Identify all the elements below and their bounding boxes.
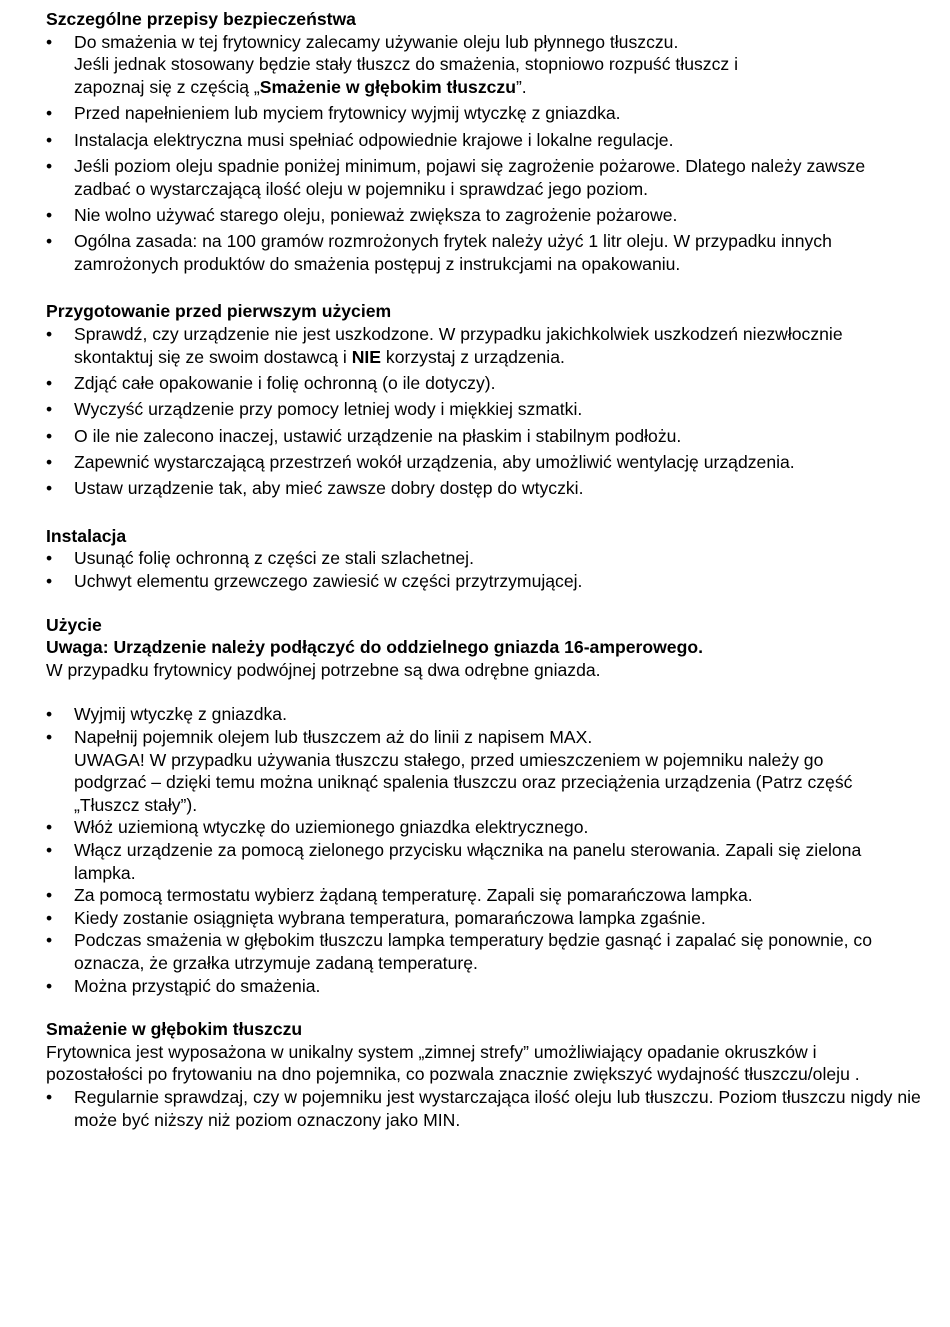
section-heading-installation: Instalacja — [46, 525, 127, 546]
item-text: Włącz urządzenie za pomocą zielonego przycisku włącznika na panelu sterowania. Zapali się zielona lampka. — [74, 839, 862, 883]
item-text: UWAGA! W przypadku używania tłuszczu stałego, przed umieszczeniem w pojemniku należy go podgrzać – dzięki temu można uniknąć spalenia tłuszczu oraz przeciążenia urządzenia (Patrz część „Tłuszcz stały”). — [74, 749, 853, 815]
item-text: Ogólna zasada: na 100 gramów rozmrożonych frytek należy użyć 1 litr oleju. W przypadku innych zamrożonych produktów do smażenia postępuj z instrukcjami na opakowaniu. — [74, 231, 832, 274]
item-text: Nie wolno używać starego oleju, ponieważ zwiększa to zagrożenie pożarowe. — [74, 204, 678, 225]
spacer — [46, 504, 926, 525]
item-text: Ustaw urządzenie tak, aby mieć zawsze dobry dostęp do wtyczki. — [74, 478, 584, 499]
list-item — [46, 547, 926, 570]
deep-frying-intro: Frytownica jest wyposażona w unikalny system „zimnej strefy” umożliwiający opadanie okruszków i pozostałości po frytowaniu na dno pojemnika, co pozwala znacznie zwiększyć wydajność tłuszczu/oleju . — [46, 1041, 860, 1085]
list-item — [46, 1086, 926, 1131]
list-item — [46, 204, 926, 227]
spacer — [46, 593, 926, 614]
usage-note: W przypadku frytownicy podwójnej potrzebne są dwa odrębne gniazda. — [46, 659, 601, 680]
bullet-icon: • — [46, 548, 53, 569]
list-item — [46, 884, 926, 907]
item-text: Zdjąć całe opakowanie i folię ochronną (o ile dotyczy). — [74, 372, 496, 393]
list-item — [46, 425, 926, 448]
bullet-icon: • — [46, 1086, 53, 1107]
bullet-icon: • — [46, 930, 53, 951]
bullet-icon: • — [46, 399, 53, 420]
spacer — [46, 681, 926, 703]
item-text: Kiedy zostanie osiągnięta wybrana temperatura, pomarańczowa lampka zgaśnie. — [74, 907, 706, 928]
bullet-icon: • — [46, 907, 53, 928]
document-page — [46, 8, 926, 1131]
item-text: Regularnie sprawdzaj, czy w pojemniku jest wystarczająca ilość oleju lub tłuszczu. Poziom tłuszczu nigdy nie może być niższy niż poziom oznaczony jako MIN. — [74, 1086, 921, 1130]
bullet-icon: • — [46, 372, 53, 393]
item-text: Jeśli poziom oleju spadnie poniżej minimum, pojawi się zagrożenie pożarowe. Dlatego należy zawsze zadbać o wystarczającą ilość oleju w pojemniku i sprawdzać jego poziom. — [74, 155, 866, 199]
item-text: Wyczyść urządzenie przy pomocy letniej wody i miękkiej szmatki. — [74, 399, 583, 420]
section-heading-safety: Szczególne przepisy bezpieczeństwa — [46, 9, 356, 29]
list-item — [46, 929, 926, 974]
item-text: Przed napełnieniem lub myciem frytownicy wyjmij wtyczkę z gniazdka. — [74, 103, 621, 124]
item-text: Jeśli jednak stosowany będzie stały tłuszcz do smażenia, stopniowo rozpuść tłuszcz i — [74, 54, 738, 75]
item-text: Do smażenia w tej frytownicy zalecamy używanie oleju lub płynnego tłuszczu. — [74, 31, 679, 52]
spacer — [46, 997, 926, 1018]
usage-list — [46, 703, 926, 997]
item-text: Instalacja elektryczna musi spełniać odpowiednie krajowe i lokalne regulacje. — [74, 129, 674, 150]
bullet-icon: • — [46, 817, 53, 838]
bullet-icon: • — [46, 31, 53, 52]
bullet-icon: • — [46, 155, 53, 176]
section-heading-preparation: Przygotowanie przed pierwszym użyciem — [46, 301, 392, 322]
list-item — [46, 451, 926, 474]
bullet-icon: • — [46, 975, 53, 996]
item-text: Za pomocą termostatu wybierz żądaną temperaturę. Zapali się pomarańczowa lampka. — [74, 885, 753, 906]
item-text: Napełnij pojemnik olejem lub tłuszczem aż do linii z napisem MAX. — [74, 727, 593, 747]
bullet-icon: • — [46, 885, 53, 906]
list-item — [46, 839, 926, 884]
item-text: Zapewnić wystarczającą przestrzeń wokół urządzenia, aby umożliwić wentylację urządzenia. — [74, 452, 795, 473]
item-text: O ile nie zalecono inaczej, ustawić urządzenie na płaskim i stabilnym podłożu. — [74, 425, 682, 446]
list-item — [46, 703, 926, 726]
safety-list — [46, 31, 926, 276]
list-item — [46, 477, 926, 500]
list-item — [46, 816, 926, 839]
item-text: Włóż uziemioną wtyczkę do uziemionego gniazdka elektrycznego. — [74, 817, 589, 838]
item-text: Uchwyt elementu grzewczego zawiesić w części przytrzymującej. — [74, 571, 583, 592]
list-item — [46, 570, 926, 593]
bullet-icon: • — [46, 452, 53, 473]
list-item — [46, 726, 926, 816]
list-item — [46, 102, 926, 125]
installation-list — [46, 547, 926, 592]
section-heading-deep-frying: Smażenie w głębokim tłuszczu — [46, 1019, 303, 1040]
usage-warning: Uwaga: Urządzenie należy podłączyć do oddzielnego gniazda 16-amperowego. — [46, 637, 703, 658]
bullet-icon: • — [46, 129, 53, 150]
bullet-icon: • — [46, 103, 53, 124]
bullet-icon: • — [46, 478, 53, 499]
bullet-icon: • — [46, 231, 53, 252]
bullet-icon: • — [46, 425, 53, 446]
section-heading-usage: Użycie — [46, 614, 102, 635]
item-text: Można przystąpić do smażenia. — [74, 975, 321, 996]
bullet-icon: • — [46, 704, 53, 725]
list-item — [46, 129, 926, 152]
preparation-list — [46, 323, 926, 500]
deep-frying-list — [46, 1086, 926, 1131]
list-item — [46, 323, 926, 368]
list-item — [46, 907, 926, 930]
bullet-icon: • — [46, 727, 53, 747]
list-item — [46, 398, 926, 421]
item-text: Wyjmij wtyczkę z gniazdka. — [74, 704, 287, 725]
bullet-icon: • — [46, 323, 53, 344]
item-text: Sprawdź, czy urządzenie nie jest uszkodzone. W przypadku jakichkolwiek uszkodzeń niezwłocznie skontaktuj się ze swoim dostawcą i NIE korzystaj z urządzenia. — [74, 323, 843, 367]
list-item — [46, 975, 926, 998]
list-item — [46, 230, 926, 275]
item-text: Usunąć folię ochronną z części ze stali szlachetnej. — [74, 548, 474, 569]
list-item — [46, 155, 926, 200]
list-item — [46, 372, 926, 395]
item-text: zapoznaj się z częścią „Smażenie w głębokim tłuszczu”. — [74, 76, 527, 97]
list-item — [46, 31, 926, 99]
bullet-icon: • — [46, 204, 53, 225]
bullet-icon: • — [46, 839, 53, 860]
bullet-icon: • — [46, 571, 53, 592]
spacer — [46, 279, 926, 300]
item-text: Podczas smażenia w głębokim tłuszczu lampka temperatury będzie gasnąć i zapalać się ponownie, co oznacza, że grzałka utrzymuje zadaną temperaturę. — [74, 930, 872, 973]
